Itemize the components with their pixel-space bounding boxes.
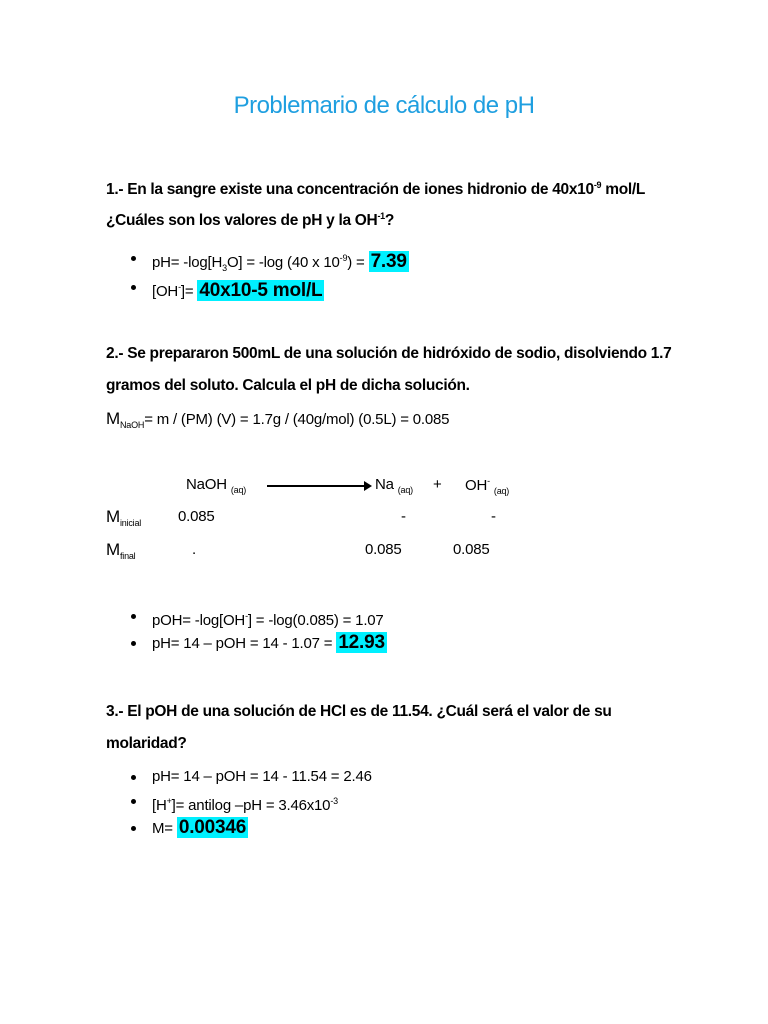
question-1-answers [128, 244, 409, 302]
list-item: [OH-]= 40x10-5 mol/L [128, 272, 409, 302]
list-item: [H+]= antilog $-pH = 3.46x10^{-3}$ [128, 789, 372, 813]
row-final-label: $M_{final}$ [106, 540, 136, 561]
answer-highlight: 12.93 [338, 632, 385, 653]
reaction-reactant: NaOH $_{(aq)}$ [186, 476, 247, 495]
question-2-line-1: 2.- Se prepararon 500mL de una solución de hidróxido de sodio, disolviendo 1.7 [106, 345, 672, 362]
arrow-head-icon [364, 481, 372, 491]
row-initial-product-2: - [491, 508, 496, 525]
list-item: $pH= -\log[H_3O] = -\log$ (40 x $10^{-9}) = 7.39$ [128, 244, 409, 272]
page-title: Problemario de cálculo de pH [233, 92, 535, 119]
answer-highlight: 7.39 [370, 251, 407, 272]
question-2-answers [128, 603, 387, 657]
question-1-line-1: 1.- En la sangre existe una concentración de iones hidronio de $40x10^{-9}$ mol/L [106, 180, 646, 199]
question-3-answers [128, 765, 372, 843]
question-3-line-1: 3.- El pOH de una solución de HCl es de 11.54. ¿Cuál será el valor de su [106, 703, 612, 720]
row-initial-reactant: 0.085 [178, 508, 215, 525]
answer-highlight: 40x10-5 mol/L [199, 280, 323, 301]
list-item: pOH= -log[OH-] = -log(0.085) = 1.07 [128, 603, 387, 629]
list-item: pH= 14 – pOH = 14 - 1.07 = 12.93 [128, 629, 387, 657]
row-final-product-2: 0.085 [453, 541, 490, 558]
row-final-product-1: 0.085 [365, 541, 402, 558]
reaction-arrow [267, 485, 367, 487]
list-item: pH= 14 – pOH = 14 - 11.54 = 2.46 [128, 765, 372, 789]
question-3-line-2: molaridad? [106, 735, 187, 752]
list-item: M= 0.00346 [128, 813, 372, 843]
row-initial-product-1: - [401, 508, 406, 525]
reaction-product-2: OH- $_{(aq)}$ [465, 476, 510, 496]
answer-highlight: 0.00346 [178, 817, 247, 838]
question-1-line-2: ¿Cuáles son los valores de pH y la $OH^{-1}$? [106, 211, 395, 230]
row-final-reactant: . [192, 541, 196, 558]
reaction-plus: + [433, 476, 442, 493]
row-initial-label: $M_{inicial}$ [106, 507, 142, 528]
molarity-equation: $M_{NaOH}= m / (PM) (V) = 1.7g / (40g/mol) (0.5L) = 0.085$ [106, 409, 450, 430]
reaction-product-1: Na $_{(aq)}$ [375, 476, 413, 495]
question-2-line-2: gramos del soluto. Calcula el pH de dicha solución. [106, 377, 470, 394]
